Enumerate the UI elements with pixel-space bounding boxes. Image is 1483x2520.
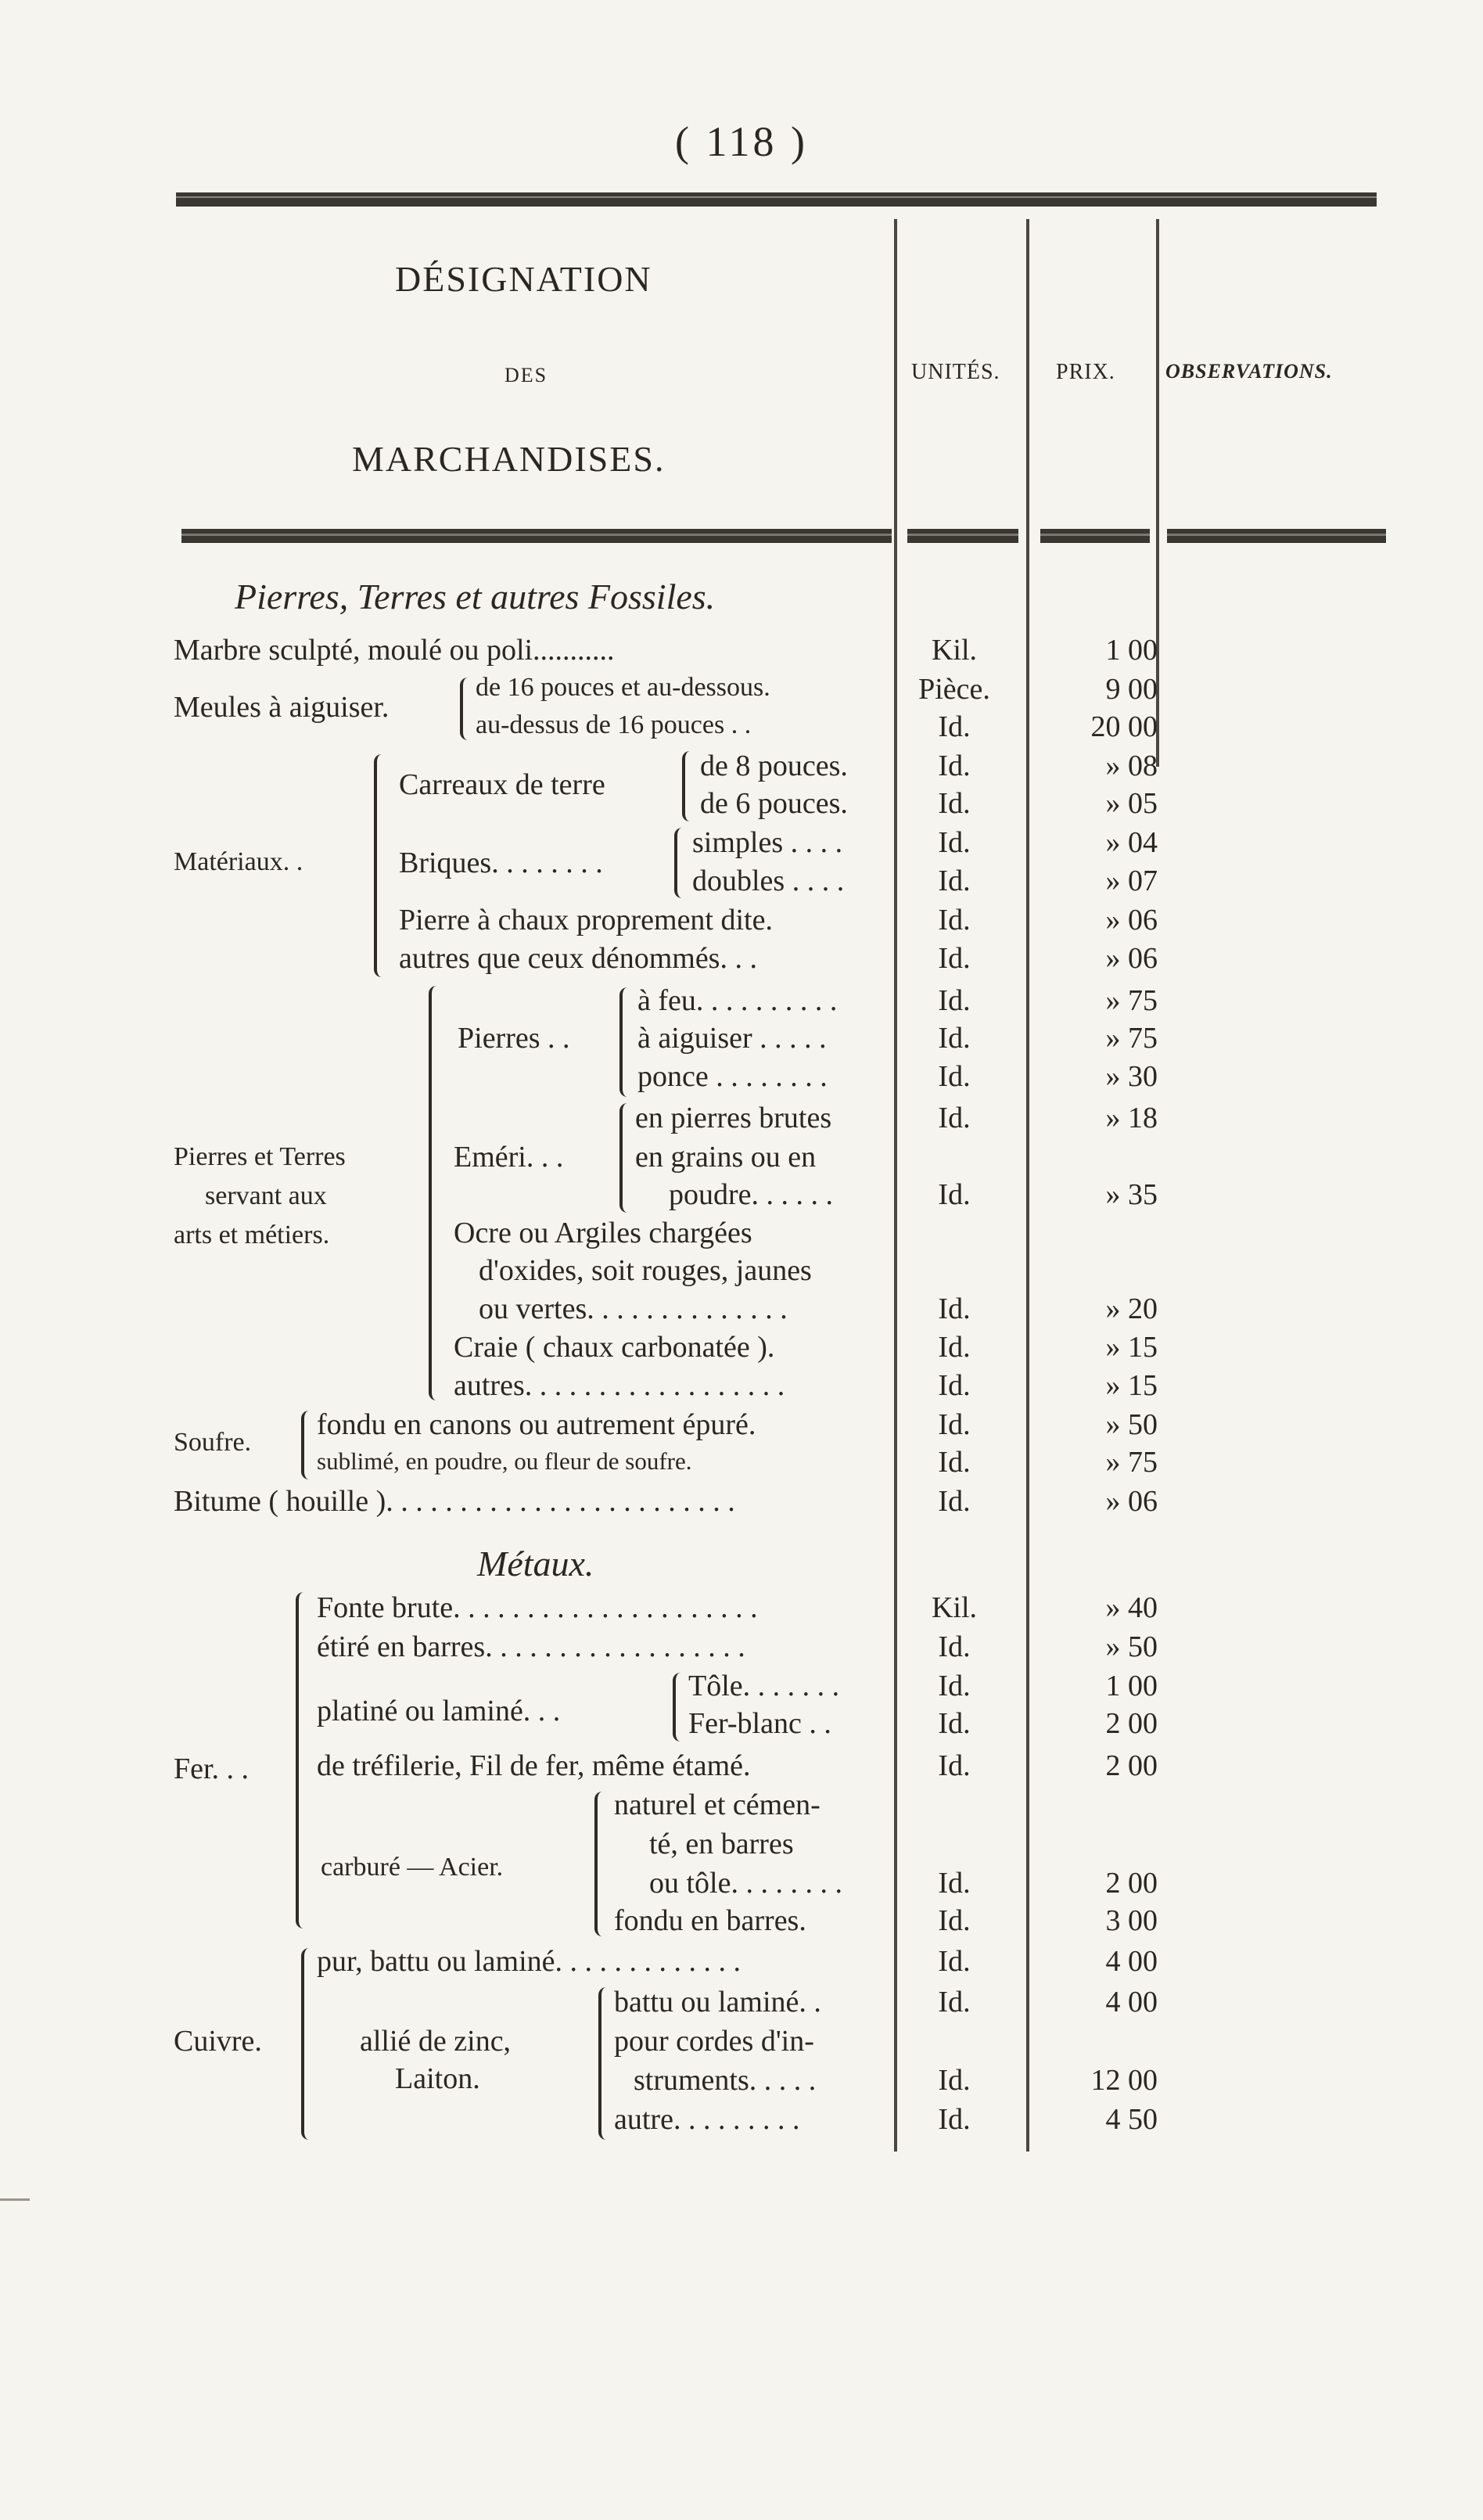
row-allie-line2: Laiton. bbox=[395, 2062, 480, 2095]
row-carreaux-sub1: de 8 pouces. bbox=[700, 750, 848, 782]
row-materiaux-autres-price: » 06 bbox=[1105, 942, 1158, 975]
row-autre-price: 4 50 bbox=[1105, 2103, 1158, 2136]
row-pierres-unit3: Id. bbox=[938, 1060, 971, 1093]
row-fonte-price: » 40 bbox=[1105, 1591, 1158, 1624]
row-marbre-label: Marbre sculpté, moulé ou poli........... bbox=[174, 634, 615, 667]
section-title-pierres: Pierres, Terres et autres Fossiles. bbox=[235, 577, 716, 617]
row-meules-label: Meules à aiguiser. bbox=[174, 691, 390, 724]
row-pt-autres-unit: Id. bbox=[938, 1369, 971, 1402]
page-number: ( 118 ) bbox=[675, 118, 808, 165]
row-soufre-unit1: Id. bbox=[938, 1408, 971, 1441]
row-craie-label: Craie ( chaux carbonatée ). bbox=[454, 1331, 775, 1364]
row-marbre-price: 1 00 bbox=[1105, 634, 1158, 667]
row-naturel-line3: ou tôle. . . . . . . . bbox=[649, 1867, 842, 1900]
row-trefilerie-price: 2 00 bbox=[1105, 1749, 1158, 1782]
row-pierres-price3: » 30 bbox=[1105, 1060, 1158, 1093]
brace bbox=[296, 1592, 305, 1929]
row-etire-price: » 50 bbox=[1105, 1630, 1158, 1663]
row-ferblanc-label: Fer-blanc . . bbox=[688, 1707, 831, 1740]
row-soufre-sub1: fondu en canons ou autrement épuré. bbox=[317, 1408, 756, 1441]
row-emeri-sub1: en pierres brutes bbox=[635, 1102, 832, 1134]
row-chaux-price: » 06 bbox=[1105, 904, 1158, 936]
row-trefilerie-label: de tréfilerie, Fil de fer, même étamé. bbox=[317, 1749, 751, 1782]
designation-marchandises: MARCHANDISES. bbox=[352, 439, 666, 479]
row-briques-sub1: simples . . . . bbox=[692, 826, 843, 859]
units-header: UNITÉS. bbox=[911, 360, 1000, 384]
row-chaux-unit: Id. bbox=[938, 904, 971, 936]
row-cordes-line1: pour cordes d'in- bbox=[614, 2025, 814, 2058]
brace bbox=[374, 754, 383, 977]
row-fonte-label: Fonte brute. . . . . . . . . . . . . . . . . . . . . bbox=[317, 1591, 758, 1624]
row-pierres-price2: » 75 bbox=[1105, 1022, 1158, 1055]
row-soufre-sub2: sublimé, en poudre, ou fleur de soufre. bbox=[317, 1447, 692, 1475]
row-battu-price: 4 00 bbox=[1105, 1986, 1158, 2019]
row-pierres-sub1: à feu. . . . . . . . . . bbox=[637, 984, 838, 1017]
row-fondu-unit: Id. bbox=[938, 1904, 971, 1937]
row-carreaux-price2: » 05 bbox=[1105, 787, 1158, 820]
row-pur-label: pur, battu ou laminé. . . . . . . . . . . . . bbox=[317, 1945, 742, 1978]
row-trefilerie-unit: Id. bbox=[938, 1749, 971, 1782]
row-meules-unit2: Id. bbox=[938, 710, 971, 743]
row-briques-price1: » 04 bbox=[1105, 826, 1158, 859]
row-bitume-label: Bitume ( houille ). . . . . . . . . . . . . . . . . . . . . . . . bbox=[174, 1485, 735, 1518]
row-etire-unit: Id. bbox=[938, 1630, 971, 1663]
row-pierres-price1: » 75 bbox=[1105, 984, 1158, 1017]
row-meules-sub2: au-dessus de 16 pouces . . bbox=[476, 710, 752, 739]
row-tole-price: 1 00 bbox=[1105, 1670, 1158, 1702]
row-materiaux-label: Matériaux. . bbox=[174, 847, 303, 876]
row-carreaux-unit2: Id. bbox=[938, 787, 971, 820]
row-soufre-label: Soufre. bbox=[174, 1428, 252, 1457]
row-pur-price: 4 00 bbox=[1105, 1945, 1158, 1978]
section-title-metaux: Métaux. bbox=[477, 1544, 594, 1584]
row-pierres-unit2: Id. bbox=[938, 1022, 971, 1055]
row-autre-label: autre. . . . . . . . . bbox=[614, 2103, 800, 2136]
designation-des: DES bbox=[505, 364, 548, 386]
row-materiaux-autres-unit: Id. bbox=[938, 942, 971, 975]
row-pt-label3: arts et métiers. bbox=[174, 1220, 330, 1249]
row-carreaux-unit1: Id. bbox=[938, 750, 971, 782]
row-meules-price1: 9 00 bbox=[1105, 673, 1158, 706]
brace bbox=[301, 1411, 311, 1479]
row-naturel-line1: naturel et cémen- bbox=[614, 1788, 820, 1821]
row-chaux-label: Pierre à chaux proprement dite. bbox=[399, 904, 773, 936]
row-emeri-unit1: Id. bbox=[938, 1102, 971, 1134]
row-pt-label2: servant aux bbox=[205, 1181, 327, 1210]
row-pierres-label: Pierres . . bbox=[458, 1022, 570, 1055]
row-briques-unit2: Id. bbox=[938, 865, 971, 897]
row-pierres-sub3: ponce . . . . . . . . bbox=[637, 1060, 828, 1093]
header-rule-price bbox=[1040, 529, 1150, 543]
brace bbox=[301, 1948, 311, 2140]
row-carreaux-sub2: de 6 pouces. bbox=[700, 787, 848, 820]
brace bbox=[598, 1987, 608, 2140]
designation-title: DÉSIGNATION bbox=[395, 259, 652, 299]
row-naturel-line2: té, en barres bbox=[649, 1828, 794, 1860]
brace bbox=[429, 986, 438, 1400]
row-emeri-label: Eméri. . . bbox=[454, 1141, 564, 1174]
header-rule-units bbox=[907, 529, 1018, 543]
row-autre-unit: Id. bbox=[938, 2103, 971, 2136]
row-briques-sub2: doubles . . . . bbox=[692, 865, 845, 897]
row-fonte-unit: Kil. bbox=[931, 1591, 978, 1624]
row-briques-price2: » 07 bbox=[1105, 865, 1158, 897]
row-pierres-unit1: Id. bbox=[938, 984, 971, 1017]
row-briques-unit1: Id. bbox=[938, 826, 971, 859]
row-fondu-label: fondu en barres. bbox=[614, 1904, 806, 1937]
row-materiaux-autres-label: autres que ceux dénommés. . . bbox=[399, 942, 757, 975]
row-fer-label: Fer. . . bbox=[174, 1752, 250, 1785]
row-carreaux-price1: » 08 bbox=[1105, 750, 1158, 782]
row-carreaux-label: Carreaux de terre bbox=[399, 768, 605, 801]
row-naturel-price: 2 00 bbox=[1105, 1867, 1158, 1900]
row-briques-label: Briques. . . . . . . . bbox=[399, 847, 603, 879]
top-rule bbox=[176, 192, 1377, 207]
brace bbox=[682, 751, 691, 821]
row-marbre-unit: Kil. bbox=[931, 634, 978, 667]
price-header: PRIX. bbox=[1056, 360, 1115, 384]
row-emeri-sub2a: en grains ou en bbox=[635, 1141, 817, 1174]
row-craie-price: » 15 bbox=[1105, 1331, 1158, 1364]
brace bbox=[594, 1792, 604, 1936]
row-ferblanc-price: 2 00 bbox=[1105, 1707, 1158, 1740]
row-ocre-line1: Ocre ou Argiles chargées bbox=[454, 1217, 752, 1249]
row-cuivre-label: Cuivre. bbox=[174, 2025, 262, 2058]
brace bbox=[619, 1103, 629, 1213]
column-divider-units bbox=[1026, 219, 1029, 2152]
brace bbox=[673, 1673, 682, 1742]
row-etire-label: étiré en barres. . . . . . . . . . . . . . . . . . bbox=[317, 1630, 745, 1663]
row-tole-label: Tôle. . . . . . . bbox=[688, 1670, 840, 1702]
row-emeri-unit2: Id. bbox=[938, 1178, 971, 1211]
row-soufre-price1: » 50 bbox=[1105, 1408, 1158, 1441]
row-naturel-unit: Id. bbox=[938, 1867, 971, 1900]
row-allie-line1: allié de zinc, bbox=[360, 2025, 512, 2058]
row-carbure-label: carburé — Acier. bbox=[321, 1853, 504, 1882]
row-emeri-sub2b: poudre. . . . . . bbox=[669, 1178, 834, 1211]
header-rule-observations bbox=[1167, 529, 1386, 543]
row-meules-unit1: Pièce. bbox=[918, 673, 990, 706]
row-meules-sub1: de 16 pouces et au-dessous. bbox=[476, 673, 770, 702]
brace bbox=[460, 678, 469, 740]
row-fondu-price: 3 00 bbox=[1105, 1904, 1158, 1937]
row-pt-autres-label: autres. . . . . . . . . . . . . . . . . . bbox=[454, 1369, 785, 1402]
margin-mark bbox=[0, 2198, 30, 2201]
row-ocre-unit: Id. bbox=[938, 1292, 971, 1325]
row-battu-label: battu ou laminé. . bbox=[614, 1986, 821, 2019]
row-ferblanc-unit: Id. bbox=[938, 1707, 971, 1740]
row-bitume-unit: Id. bbox=[938, 1485, 971, 1518]
row-emeri-price2: » 35 bbox=[1105, 1178, 1158, 1211]
row-soufre-unit2: Id. bbox=[938, 1446, 971, 1479]
row-cordes-unit: Id. bbox=[938, 2064, 971, 2097]
row-platine-label: platiné ou laminé. . . bbox=[317, 1695, 561, 1727]
row-battu-unit: Id. bbox=[938, 1986, 971, 2019]
row-ocre-price: » 20 bbox=[1105, 1292, 1158, 1325]
row-ocre-line3: ou vertes. . . . . . . . . . . . . . bbox=[479, 1292, 788, 1325]
observations-header: OBSERVATIONS. bbox=[1165, 360, 1333, 383]
row-pierres-sub2: à aiguiser . . . . . bbox=[637, 1022, 827, 1055]
row-cordes-line2: struments. . . . . bbox=[634, 2064, 817, 2097]
row-ocre-line2: d'oxides, soit rouges, jaunes bbox=[479, 1254, 812, 1287]
brace bbox=[619, 987, 629, 1097]
row-pur-unit: Id. bbox=[938, 1945, 971, 1978]
row-tole-unit: Id. bbox=[938, 1670, 971, 1702]
row-bitume-price: » 06 bbox=[1105, 1485, 1158, 1518]
row-meules-price2: 20 00 bbox=[1090, 710, 1158, 743]
row-pt-autres-price: » 15 bbox=[1105, 1369, 1158, 1402]
row-cordes-price: 12 00 bbox=[1090, 2064, 1158, 2097]
row-pt-label1: Pierres et Terres bbox=[174, 1142, 346, 1171]
header-rule-designation bbox=[181, 529, 892, 543]
brace bbox=[674, 828, 684, 898]
row-soufre-price2: » 75 bbox=[1105, 1446, 1158, 1479]
row-craie-unit: Id. bbox=[938, 1331, 971, 1364]
row-emeri-price1: » 18 bbox=[1105, 1102, 1158, 1134]
